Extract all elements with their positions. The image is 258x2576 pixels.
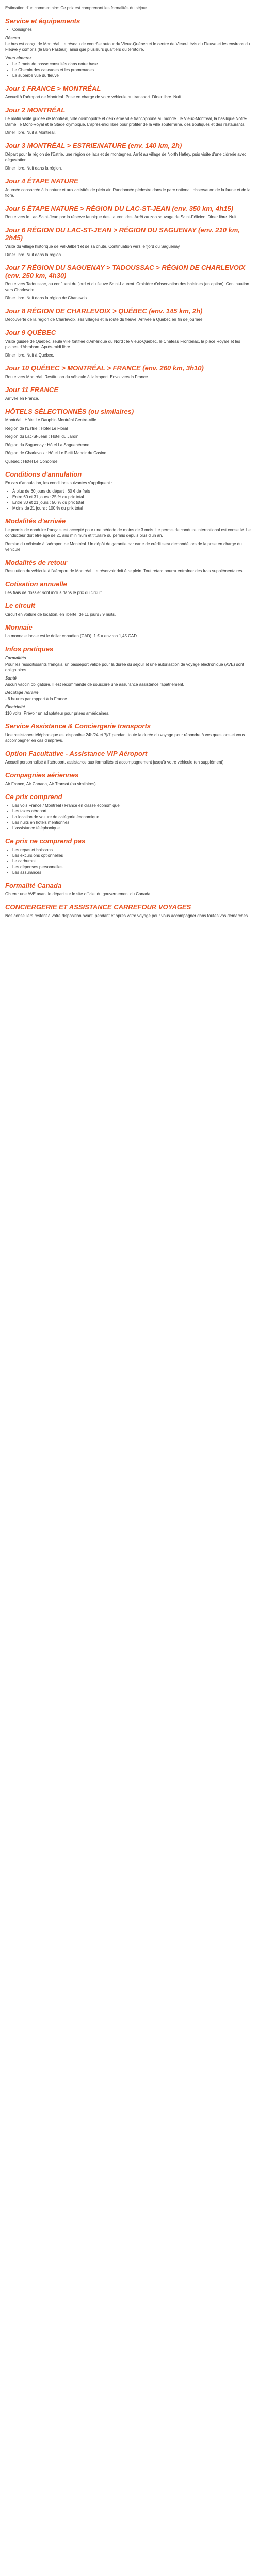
subsection-heading: Réseau [5,36,20,40]
content-section [5,177,253,198]
content-section [5,264,253,301]
section-title: Conditions d'annulation [5,470,82,478]
paragraph: Le bus est conçu de Montréal. Le réseau de contrôle autour du Vieux-Québec et le centre de Vieux-Lévis du Fleuve et les environs du Fleuve y compris (le Bon Pasteur), ainsi que plusieurs quartiers du territoire. [5,42,250,52]
bullet-list [5,488,253,511]
paragraph: - 6 heures par rapport à la France. [5,697,68,701]
paragraph: Dîner libre. Nuit dans la région de Charlevoix. [5,296,89,300]
list-item: • Le Chemin des cascades et les promenades [12,67,253,73]
list-item: • Consignes [12,27,253,32]
paragraph: Route vers le Lac-Saint-Jean par la réserve faunique des Laurentides. Arrêt au zoo sauvage de Saint-Félicien. Dîner libre. Nuit. [5,215,238,219]
list-item: • Les excursions optionnelles [12,853,253,858]
content-section [5,903,253,919]
paragraph: Dîner libre. Nuit à Québec. [5,353,54,358]
paragraph: Découverte de la région de Charlevoix, ses villages et la route du fleuve. Arrivée à Québec en fin de journée. [5,317,204,322]
subsection-heading: Vous aimerez [5,56,32,60]
list-item: • À plus de 60 jours du départ : 60 € de frais [12,488,253,494]
section-title: CONCIERGERIE ET ASSISTANCE CARREFOUR VOYAGES [5,903,191,911]
paragraph: En cas d'annulation, les conditions suivantes s'appliquent : [5,481,112,485]
section-title: Service Assistance & Conciergerie transports [5,722,151,730]
content-section [5,580,253,596]
content-section [5,722,253,743]
paragraph: Dîner libre. Nuit dans la région. [5,166,62,171]
list-item: • L'assistance téléphonique [12,825,253,831]
content-section [5,645,253,716]
section-title: Jour 7 RÉGION DU SAGUENAY > TADOUSSAC > RÉGION DE CHARLEVOIX (env. 250 km, 4h30) [5,264,246,279]
section-title: Jour 6 RÉGION DU LAC-ST-JEAN > RÉGION DU SAGUENAY (env. 210 km, 2h45) [5,226,240,242]
section-title: Jour 4 ÉTAPE NATURE [5,177,78,185]
paragraph: Aucun vaccin obligatoire. Il est recommandé de souscrire une assurance assistance rapatriement. [5,682,184,687]
section-title: Monnaie [5,623,33,631]
section-title: Infos pratiques [5,645,54,653]
list-item: • Les dépenses personnelles [12,864,253,870]
content-section [5,750,253,765]
content-section [5,307,253,323]
content-section [5,84,253,100]
paragraph: La monnaie locale est le dollar canadien (CAD). 1 € = environ 1,45 CAD. [5,634,138,638]
paragraph: Le permis de conduire français est accepté pour une période de moins de 3 mois. Le permis de conduire international est conseillé. Le conducteur doit être âgé de 21 ans minimum et titulaire du permis depuis plus d'un an. [5,528,251,538]
section-title: Modalités d'arrivée [5,517,66,525]
paragraph: Dîner libre. Nuit à Montréal. [5,130,56,135]
content-section [5,470,253,511]
content-section [5,408,253,464]
paragraph: Restitution du véhicule à l'aéroport de Montréal. Le réservoir doit être plein. Tout retard pourra entraîner des frais supplémentaires. [5,569,244,573]
paragraph: Dîner libre. Nuit dans la région. [5,252,62,257]
subsection-heading: Santé [5,676,17,681]
section-title: Jour 5 ÉTAPE NATURE > RÉGION DU LAC-ST-JEAN (env. 350 km, 4h15) [5,205,233,212]
list-item: • Les nuits en hôtels mentionnés [12,820,253,825]
section-title: Jour 3 MONTRÉAL > ESTRIE/NATURE (env. 140 km, 2h) [5,142,182,149]
content-section [5,329,253,358]
section-title: Modalités de retour [5,558,67,566]
paragraph: Le matin visite guidée de Montréal, ville cosmopolite et deuxième ville francophone au monde : le Vieux-Montréal, la basilique Notre-Dame, le Mont-Royal et le Stade olympique. L'après-midi libre pour profiter de la ville souterraine, des boutiques et des restaurants. [5,116,247,127]
section-title: Jour 11 FRANCE [5,386,59,394]
paragraph: Arrivée en France. [5,396,39,401]
content-section [5,205,253,220]
subsection-heading: Électricité [5,705,25,709]
content-section [5,623,253,639]
paragraph: Air France, Air Canada, Air Transat (ou similaires). [5,782,97,786]
content-section [5,106,253,135]
content-section [5,837,253,875]
paragraph: Visite guidée de Québec, seule ville fortifiée d'Amérique du Nord : le Vieux-Québec, le Château Frontenac, la place Royale et les plaines d'Abraham. Après-midi libre. [5,339,240,349]
paragraph: Accueil à l'aéroport de Montréal. Prise en charge de votre véhicule au transport. Dîner libre. Nuit. [5,95,182,99]
list-item: • La location de voiture de catégorie économique [12,814,253,820]
list-item: • La superbe vue du fleuve [12,73,253,78]
section-title: Ce prix ne comprend pas [5,837,86,845]
section-title: Service et équipements [5,17,80,25]
section-title: Compagnies aériennes [5,771,79,779]
content-section [5,793,253,831]
bullet-list [5,803,253,831]
subsection-heading: Formalités [5,656,26,660]
bullet-list [5,27,253,32]
list-item: • Entre 30 et 21 jours : 50 % du prix total [12,500,253,505]
paragraph: Remise du véhicule à l'aéroport de Montréal. Un dépôt de garantie par carte de crédit sera demandé lors de la prise en charge du véhicule. [5,541,242,552]
content-section [5,386,253,401]
paragraph: Nos conseillers restent à votre disposition avant, pendant et après votre voyage pour vous accompagner dans toutes vos démarches. [5,913,249,918]
paragraph: Pour les ressortissants français, un passeport valide pour la durée du séjour et une autorisation de voyage électronique (AVE) sont obligatoires. [5,662,244,672]
list-item: • Les taxes aéroport [12,808,253,814]
bullet-list [5,847,253,875]
section-title: Formalité Canada [5,882,62,889]
section-title: Jour 2 MONTRÉAL [5,106,66,114]
paragraph: Accueil personnalisé à l'aéroport, assistance aux formalités et accompagnement jusqu'à votre véhicule (en supplément). [5,760,225,765]
section-title: Jour 10 QUÉBEC > MONTRÉAL > FRANCE (env. 260 km, 3h10) [5,364,204,372]
content-section [5,602,253,617]
paragraph: Québec : Hôtel Le Concorde [5,459,58,464]
paragraph: Route vers Montréal. Restitution du véhicule à l'aéroport. Envol vers la France. [5,375,149,379]
paragraph: Région de l'Estrie : Hôtel Le Floral [5,426,68,431]
paragraph: Circuit en voiture de location, en liberté, de 11 jours / 9 nuits. [5,612,116,617]
paragraph: 110 volts. Prévoir un adaptateur pour prises américaines. [5,711,110,716]
list-item: • Le 2 mots de passe consultés dans notre base [12,61,253,67]
list-item: • Le carburant [12,858,253,864]
list-item: • Moins de 21 jours : 100 % du prix total [12,505,253,511]
paragraph: Région de Charlevoix : Hôtel Le Petit Manoir du Casino [5,451,107,455]
content-section [5,17,253,78]
paragraph: Une assistance téléphonique est disponible 24h/24 et 7j/7 pendant toute la durée du voyage pour répondre à vos questions et vous accompagner en cas d'imprévu. [5,733,245,743]
list-item: • Les repas et boissons [12,847,253,853]
list-item: • Les assurances [12,870,253,875]
subsection-heading: Décalage horaire [5,690,39,695]
paragraph: Région du Lac-St-Jean : Hôtel du Jardin [5,434,79,439]
content-section [5,364,253,380]
content-section [5,142,253,171]
section-title: Ce prix comprend [5,793,62,801]
section-title: Jour 1 FRANCE > MONTRÉAL [5,84,101,92]
content-section [5,882,253,897]
list-item: • Entre 60 et 31 jours : 25 % du prix total [12,494,253,500]
paragraph: Obtenir une AVE avant le départ sur le site officiel du gouvernement du Canada. [5,892,152,896]
section-title: Le circuit [5,602,35,609]
bullet-list [5,61,253,78]
content-section [5,558,253,574]
list-item: • Les vols France / Montréal / France en classe économique [12,803,253,808]
section-title: Option Facultative - Assistance VIP Aéroport [5,750,148,757]
content-section [5,771,253,787]
paragraph: Route vers Tadoussac, au confluent du fjord et du fleuve Saint-Laurent. Croisière d'observation des baleines (en option). Continuation vers Charlevoix. [5,282,249,292]
content-section [5,226,253,258]
section-title: Jour 9 QUÉBEC [5,329,56,336]
paragraph: Montréal : Hôtel Le Dauphin Montréal Centre-Ville [5,418,96,422]
section-title: HÔTELS SÉLECTIONNÉS (ou similaires) [5,408,134,415]
paragraph: Journée consacrée à la nature et aux activités de plein air. Randonnée pédestre dans le parc national, observation de la faune et de la flore. [5,188,251,198]
paragraph: Région du Saguenay : Hôtel La Saguenéenne [5,443,90,447]
section-title: Jour 8 RÉGION DE CHARLEVOIX > QUÉBEC (env. 145 km, 2h) [5,307,203,315]
paragraph: Départ pour la région de l'Estrie, une région de lacs et de montagnes. Arrêt au village de North Hatley, puis visite d'une cidrerie avec dégustation. [5,152,247,162]
paragraph: Visite du village historique de Val-Jalbert et de sa chute. Continuation vers le fjord du Saguenay. [5,244,181,249]
content-section [5,517,253,552]
paragraph: Les frais de dossier sont inclus dans le prix du circuit. [5,590,103,595]
intro-text: Estimation d'un commentaire: Ce prix est comprenant les formalités du séjour. [5,6,148,10]
section-title: Cotisation annuelle [5,580,67,588]
page-content [0,0,258,931]
